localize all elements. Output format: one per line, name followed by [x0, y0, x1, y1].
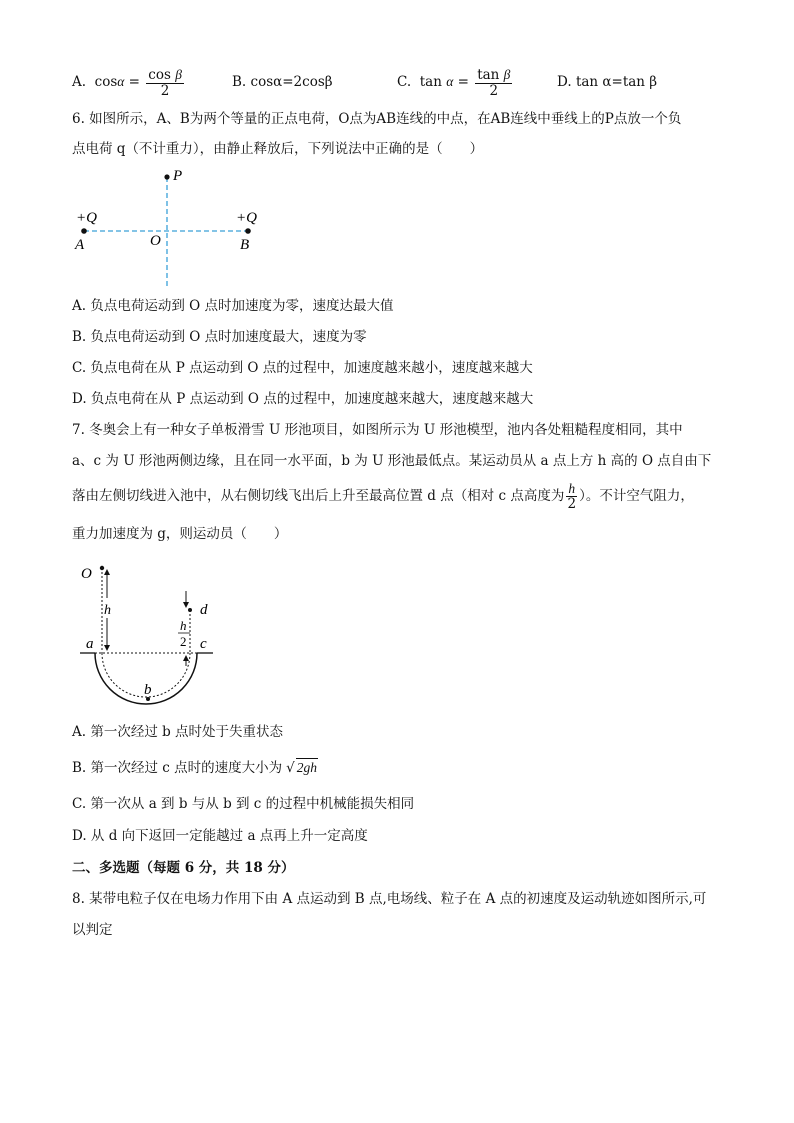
- q7-stem-line2: a、c 为 U 形池两侧边缘，且在同一水平面，b 为 U 形池最低点。某运动员从 a 点上方 h 高的 O 点自由下: [72, 453, 712, 469]
- q5-option-d: D. tan α=tan β: [557, 74, 658, 90]
- q6-stem-line2: 点电荷 q（不计重力），由静止释放后，下列说法中正确的是（ ）: [72, 141, 484, 157]
- q7-stem-line3: 落由左侧切线进入池中，从右侧切线飞出后上升至最高位置 d 点（相对 c 点高度为 $\frac{h}{2}$ ）。不计空气阻力，: [72, 481, 694, 512]
- q6-stem-line1: 6. 如图所示，A、B为两个等量的正点电荷，O点为AB连线的中点，在AB连线中垂线上的P点放一个负: [72, 111, 682, 127]
- q6-label-b: B: [240, 237, 250, 253]
- q7-label-d: d: [200, 602, 208, 618]
- q5-options-row: [72, 64, 732, 100]
- q6-option-d: D. 负点电荷在从 P 点运动到 O 点的过程中，加速度越来越大，速度越来越大: [72, 391, 534, 407]
- q6-label-plusq-left: +Q: [76, 210, 97, 226]
- q7-u-pipe-figure: [72, 558, 232, 708]
- q6-label-o: O: [150, 233, 161, 249]
- section-2-heading: 二、多选题（每题 6 分，共 18 分）: [72, 860, 295, 876]
- q6-option-b: B. 负点电荷运动到 O 点时加速度最大，速度为零: [72, 329, 367, 345]
- q7-option-b: B. 第一次经过 c 点时的速度大小为 √ 2gh: [72, 760, 318, 776]
- q7-label-h: h: [104, 603, 111, 618]
- q7-point-d: [188, 608, 192, 612]
- q7-label-h2-den: 2: [180, 634, 187, 649]
- q7-option-a: A. 第一次经过 b 点时处于失重状态: [72, 724, 284, 740]
- q6-point-b: [245, 228, 251, 234]
- q7-stem-line4: 重力加速度为 g，则运动员（ ）: [72, 526, 288, 542]
- q6-label-p: P: [173, 168, 183, 184]
- q6-option-c: C. 负点电荷在从 P 点运动到 O 点的过程中，加速度越来越小，速度越来越大: [72, 360, 533, 376]
- q6-charge-figure: [72, 165, 272, 290]
- q6-label-a: A: [75, 237, 85, 253]
- q5-a-fraction: $\frac{\text{cos β}}{2}$: [148, 66, 182, 99]
- q8-stem-line2: 以判定: [72, 922, 113, 938]
- q5-option-a: A. cosα = $\frac{\text{cos β}}{2}$: [72, 66, 182, 99]
- q5-option-c: C. tan α = $\frac{\text{tan β}}{2}$: [397, 66, 511, 99]
- q7-label-c: c: [200, 636, 207, 652]
- q6-option-a: A. 负点电荷运动到 O 点时加速度为零，速度达最大值: [72, 298, 394, 314]
- q6-point-p: [164, 174, 169, 179]
- q7-h-over-2: $\frac{h}{2}$: [567, 481, 577, 512]
- q7-option-c: C. 第一次从 a 到 b 与从 b 到 c 的过程中机械能损失相同: [72, 796, 415, 812]
- q7-point-o: [100, 566, 104, 570]
- q7-label-o: O: [81, 566, 92, 582]
- q7-label-h2-num: h: [180, 618, 187, 633]
- q7-sqrt-2gh: 2gh: [296, 760, 318, 775]
- q5-option-b: B. cosα=2cosβ: [232, 74, 333, 90]
- q6-label-plusq-right: +Q: [236, 210, 257, 226]
- q7-label-b: b: [144, 682, 152, 698]
- q8-stem-line1: 8. 某带电粒子仅在电场力作用下由 A 点运动到 B 点,电场线、粒子在 A 点的初速度及运动轨迹如图所示,可: [72, 891, 707, 907]
- q7-label-a: a: [86, 636, 94, 652]
- q7-option-d: D. 从 d 向下返回一定能越过 a 点再上升一定高度: [72, 828, 368, 844]
- q7-stem-line1: 7. 冬奥会上有一种女子单板滑雪 U 形池项目，如图所示为 U 形池模型，池内各处粗糙程度相同，其中: [72, 422, 683, 438]
- q6-point-a: [81, 228, 87, 234]
- q5-c-fraction: $\frac{\text{tan β}}{2}$: [477, 66, 511, 99]
